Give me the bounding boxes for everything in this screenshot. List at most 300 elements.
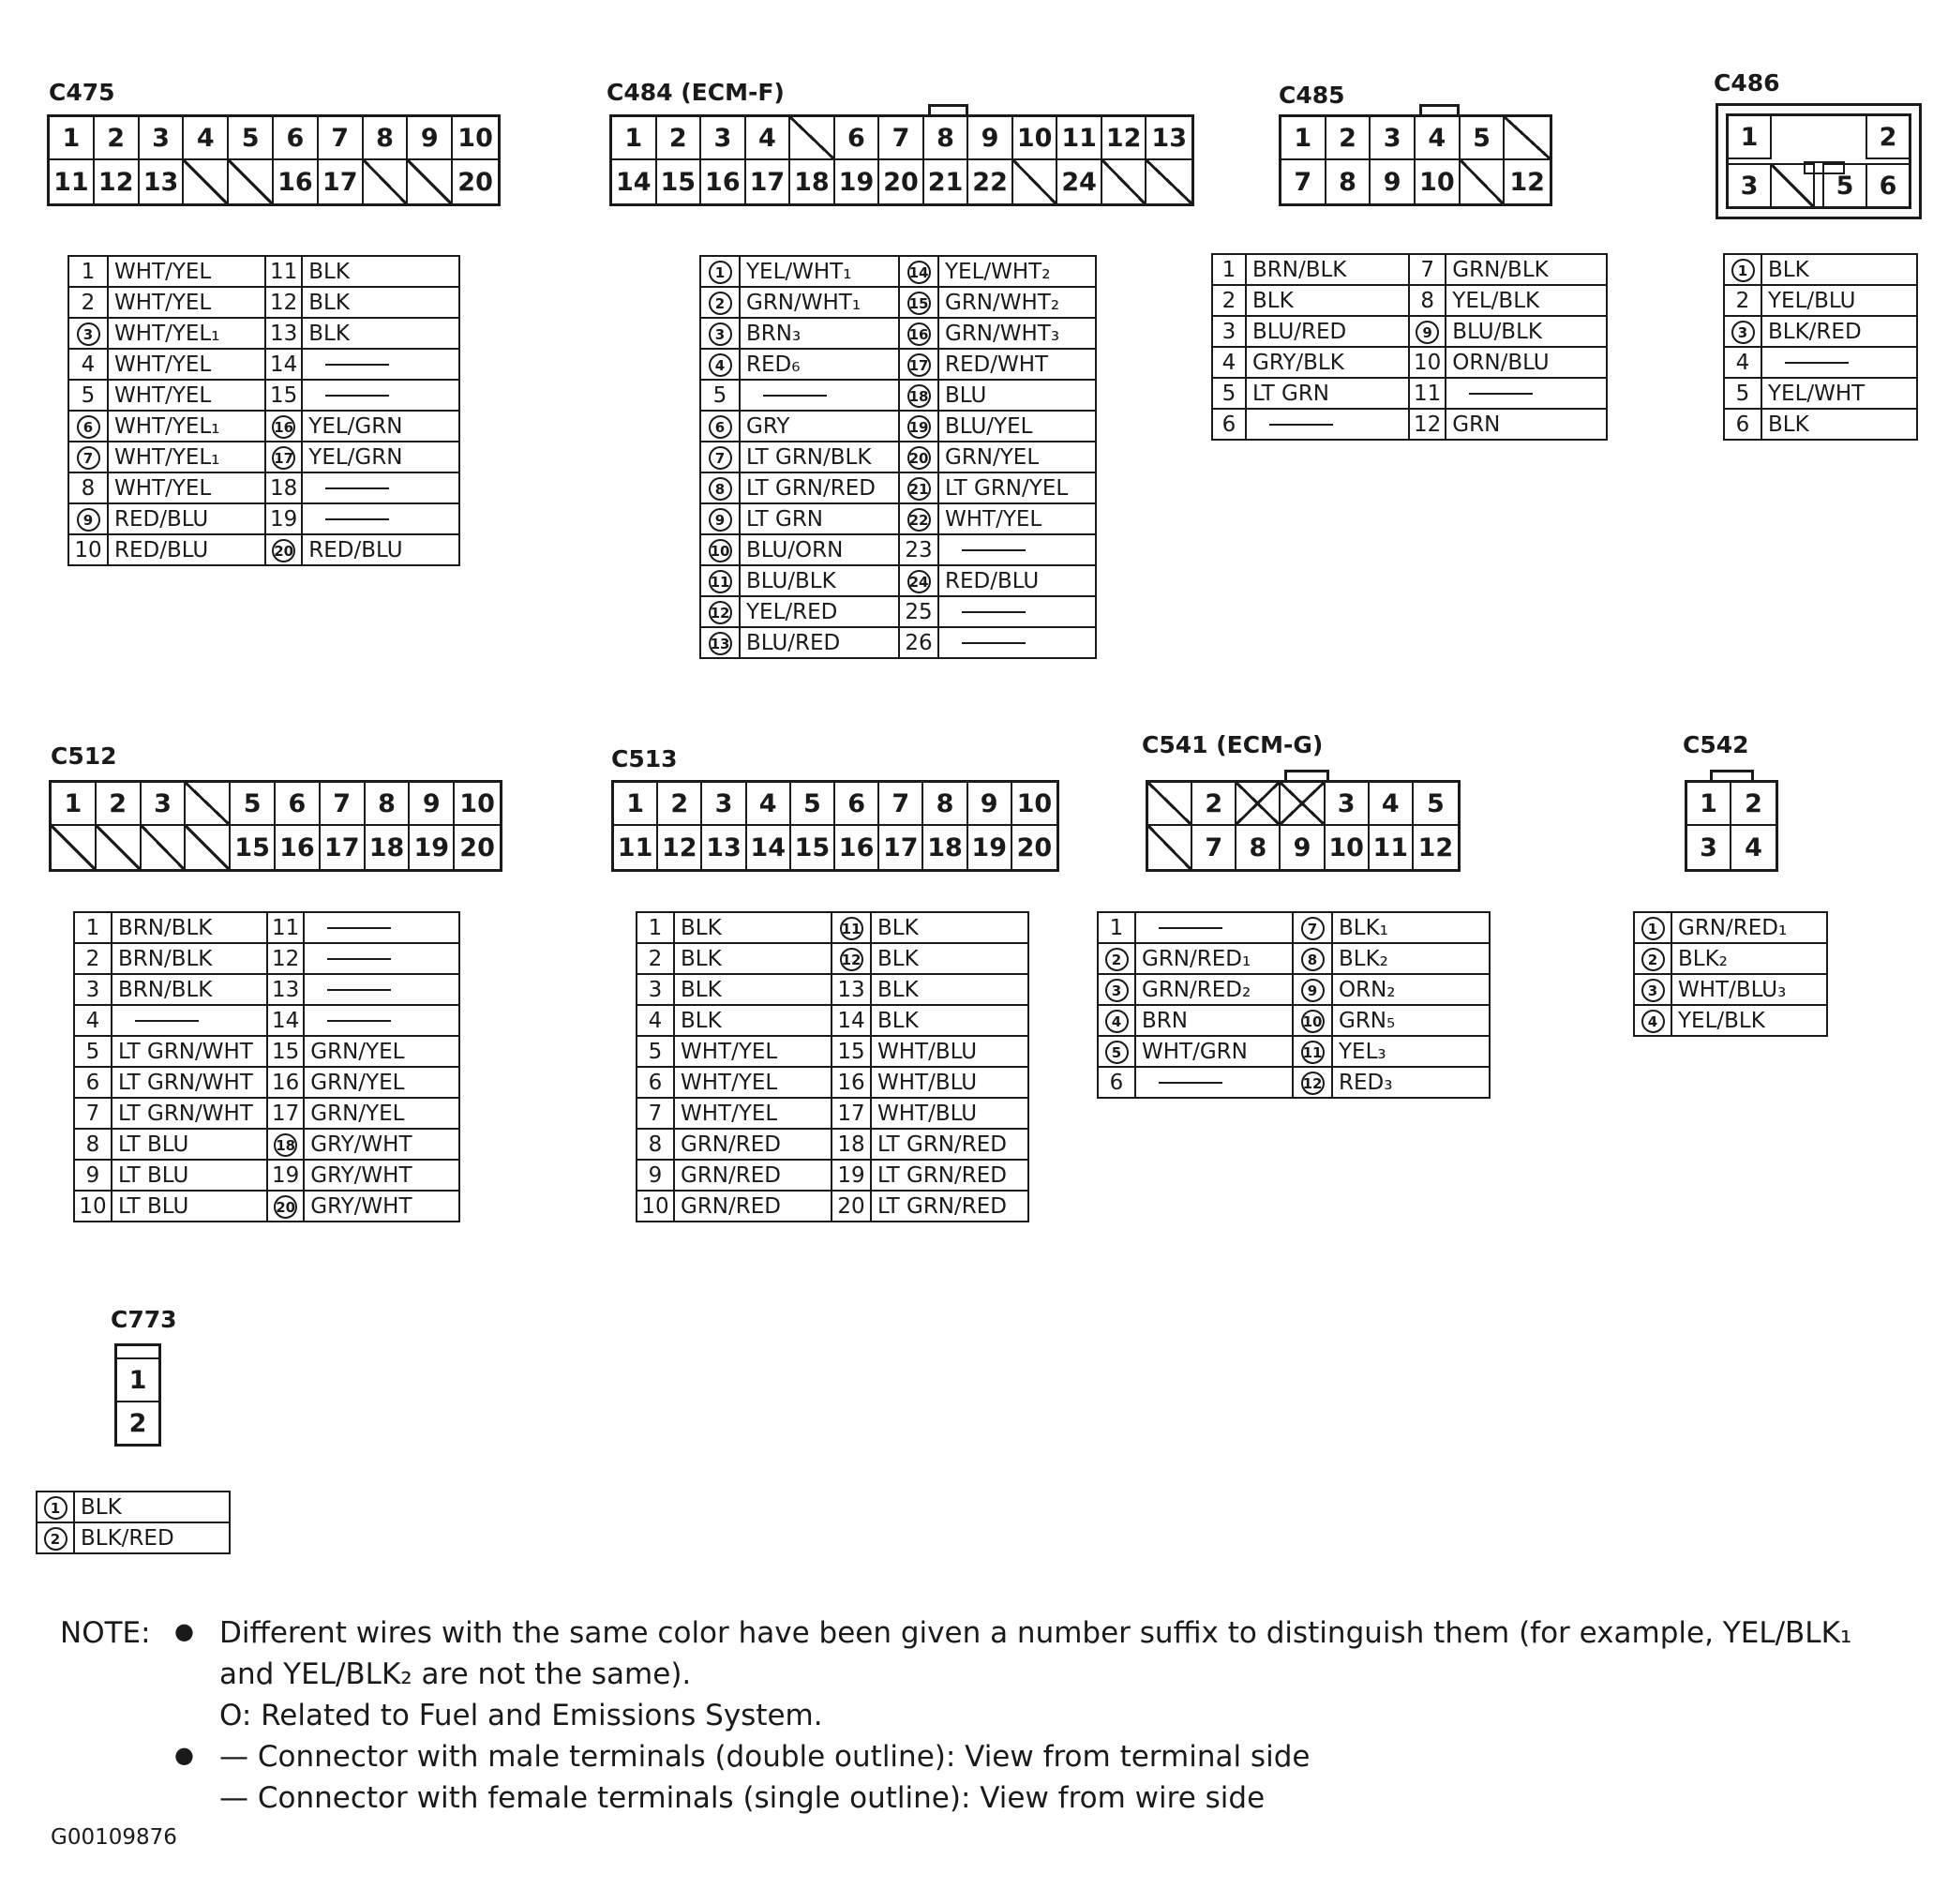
- cavity-10: 10: [1326, 826, 1370, 869]
- pin-row: [700, 411, 1096, 442]
- cavity-19: 19: [410, 826, 455, 869]
- cavity-8: 8: [1326, 160, 1371, 203]
- wire-color: BLK: [871, 943, 1028, 974]
- connector-face-c513: [611, 780, 1059, 872]
- unused-pin-dash: [325, 395, 389, 397]
- cavity-16: 16: [276, 826, 321, 869]
- pin-number: 2: [637, 943, 674, 974]
- pin-number: 22: [899, 503, 938, 534]
- wire-color: BLK: [674, 974, 832, 1005]
- pin-number: 12: [265, 287, 302, 318]
- cavity-10: 10: [1012, 783, 1056, 826]
- pin-row: [700, 472, 1096, 503]
- pin-row: [637, 1191, 1028, 1222]
- wire-color: GRN/YEL: [304, 1067, 459, 1098]
- pin-number: 19: [832, 1160, 871, 1191]
- pin-row: [637, 1129, 1028, 1160]
- wire-color: RED/WHT: [938, 349, 1096, 380]
- cavity-9: 9: [410, 783, 455, 826]
- pin-number: 4: [1212, 347, 1246, 378]
- wire-color: [1761, 347, 1917, 378]
- pin-row: [1724, 378, 1917, 409]
- cavity-11: 11: [1370, 826, 1414, 869]
- cavity-9: 9: [968, 117, 1013, 160]
- connector-face-c485: [1279, 114, 1552, 206]
- pin-number: 5: [1724, 378, 1761, 409]
- wire-color: YEL/GRN: [302, 411, 459, 442]
- pin-number: 4: [74, 1005, 112, 1036]
- wire-color: YEL/BLK: [1671, 1005, 1827, 1036]
- pin-table-c513: [636, 911, 1029, 1222]
- cavity-1: 1: [614, 783, 658, 826]
- cavity-5: 5: [229, 117, 274, 160]
- blank-cavity: [97, 826, 142, 869]
- pin-number: 16: [899, 318, 938, 349]
- wire-color: YEL₃: [1332, 1036, 1490, 1067]
- blank-cavity: [52, 826, 97, 869]
- pin-number: 9: [700, 503, 740, 534]
- cavity-5: 5: [231, 783, 276, 826]
- pin-number: 13: [265, 318, 302, 349]
- pin-number: 11: [1293, 1036, 1332, 1067]
- pin-number: 4: [700, 349, 740, 380]
- cavity-16: 16: [274, 160, 319, 203]
- wire-color: BLK: [74, 1492, 230, 1522]
- cavity-15: 15: [657, 160, 702, 203]
- pin-row: [1212, 254, 1607, 285]
- wire-color: WHT/YEL: [674, 1036, 832, 1067]
- wire-color: BLU/BLK: [740, 565, 899, 596]
- wire-color: LT GRN/RED: [871, 1191, 1028, 1222]
- pin-number: 1: [1098, 912, 1135, 943]
- pin-row: [1212, 378, 1607, 409]
- wire-color: BLK: [674, 912, 832, 943]
- wire-color: GRN/WHT₁: [740, 287, 899, 318]
- c486-pin-5: 5: [1822, 163, 1866, 206]
- pin-number: 21: [899, 472, 938, 503]
- note-bullet-2: ●: [174, 1742, 194, 1768]
- wire-color: YEL/RED: [740, 596, 899, 627]
- pin-row: [74, 1067, 459, 1098]
- wire-color: BLK: [871, 912, 1028, 943]
- pin-row: [74, 912, 459, 943]
- pin-number: 3: [68, 318, 108, 349]
- pin-table-c542: [1633, 911, 1828, 1037]
- wire-color: WHT/YEL₁: [108, 411, 265, 442]
- cavity-17: 17: [319, 160, 364, 203]
- cavity-19: 19: [835, 160, 880, 203]
- pin-row: [68, 287, 459, 318]
- pin-number: 8: [74, 1129, 112, 1160]
- cavity-14: 14: [612, 160, 657, 203]
- cavity-5: 5: [1461, 117, 1506, 160]
- unused-pin-dash: [135, 1020, 199, 1022]
- pin-number: 1: [37, 1492, 74, 1522]
- figure-code: G00109876: [51, 1825, 177, 1850]
- wire-color: [304, 974, 459, 1005]
- wire-color: GRN/RED₂: [1135, 974, 1293, 1005]
- wire-color: BRN₃: [740, 318, 899, 349]
- c486-pin-1: 1: [1729, 116, 1772, 159]
- pin-number: 15: [832, 1036, 871, 1067]
- cavity-12: 12: [1509, 167, 1545, 197]
- wire-color: WHT/YEL: [108, 349, 265, 380]
- cavity-8: 8: [364, 117, 409, 160]
- cavity-4: 4: [1370, 783, 1414, 826]
- cavity-11: 11: [614, 826, 658, 869]
- pin-number: 18: [832, 1129, 871, 1160]
- pin-number: 5: [68, 380, 108, 411]
- wire-color: RED/BLU: [302, 534, 459, 565]
- pin-number: 12: [1409, 409, 1446, 440]
- pin-row: [700, 287, 1096, 318]
- lock-tab: [1419, 104, 1460, 114]
- unused-pin-dash: [1159, 927, 1222, 929]
- blank-cavity: [184, 160, 229, 203]
- connector-title-c486: C486: [1714, 69, 1780, 97]
- wire-color: [740, 380, 899, 411]
- connector-face-c475: [47, 114, 501, 206]
- pin-number: 9: [68, 503, 108, 534]
- wire-color: BLK/RED: [74, 1522, 230, 1553]
- wire-color: LT GRN/RED: [871, 1129, 1028, 1160]
- pin-number: 2: [37, 1522, 74, 1553]
- pin-table-c541: [1097, 911, 1491, 1099]
- wire-color: [112, 1005, 267, 1036]
- connector-face-c486: [1716, 103, 1922, 219]
- pin-number: 2: [1212, 285, 1246, 316]
- pin-number: 3: [1634, 974, 1671, 1005]
- pin-row: [68, 256, 459, 287]
- cavity-7: 7: [321, 783, 366, 826]
- pin-number: 2: [74, 943, 112, 974]
- wire-color: YEL/WHT₂: [938, 256, 1096, 287]
- pin-number: 5: [700, 380, 740, 411]
- pin-row: [1098, 974, 1490, 1005]
- pin-row: [1212, 316, 1607, 347]
- wire-color: BLU/RED: [1246, 316, 1409, 347]
- wire-color: BLK: [871, 1005, 1028, 1036]
- wire-color: BLK: [674, 943, 832, 974]
- wire-color: GRN/WHT₃: [938, 318, 1096, 349]
- pin-number: 18: [899, 380, 938, 411]
- wire-color: BLK: [1761, 254, 1917, 285]
- pin-row: [74, 1036, 459, 1067]
- pin-number: 16: [265, 411, 302, 442]
- pin-number: 13: [832, 974, 871, 1005]
- cavity-10: 10: [1013, 117, 1058, 160]
- pin-number: 3: [1098, 974, 1135, 1005]
- connector-title-c773: C773: [111, 1306, 177, 1333]
- pin-number: 10: [74, 1191, 112, 1222]
- pin-number: 8: [700, 472, 740, 503]
- cavity-2: 2: [657, 117, 702, 160]
- pin-number: 7: [637, 1098, 674, 1129]
- wire-color: LT GRN/RED: [740, 472, 899, 503]
- wire-color: LT GRN: [740, 503, 899, 534]
- cavity-7: 7: [879, 117, 924, 160]
- pin-number: 16: [267, 1067, 304, 1098]
- pin-row: [1724, 285, 1917, 316]
- pin-number: 2: [68, 287, 108, 318]
- wire-color: [304, 943, 459, 974]
- pin-number: 8: [637, 1129, 674, 1160]
- wire-color: YEL/BLK: [1446, 285, 1607, 316]
- blank-cavity: [186, 826, 231, 869]
- pin-row: [1212, 285, 1607, 316]
- blocked-cavity: [1281, 783, 1325, 826]
- pin-number: 5: [1098, 1036, 1135, 1067]
- wire-color: GRY: [740, 411, 899, 442]
- cavity-17: 17: [879, 826, 923, 869]
- pin-row: [37, 1522, 230, 1553]
- cavity-6: 6: [276, 783, 321, 826]
- wire-color: BLK: [1761, 409, 1917, 440]
- unused-pin-dash: [325, 364, 389, 366]
- c773-pin-1: 1: [117, 1359, 158, 1402]
- cavity-6: 6: [835, 783, 879, 826]
- connector-face-c541: [1146, 780, 1461, 872]
- wire-color: BLK: [302, 287, 459, 318]
- wire-color: BLU/ORN: [740, 534, 899, 565]
- pin-number: 10: [1293, 1005, 1332, 1036]
- wire-color: [938, 534, 1096, 565]
- cavity-1: 1: [52, 783, 97, 826]
- pin-number: 20: [832, 1191, 871, 1222]
- wire-color: RED/BLU: [938, 565, 1096, 596]
- pin-row: [68, 534, 459, 565]
- pin-number: 2: [700, 287, 740, 318]
- pin-row: [1724, 409, 1917, 440]
- note-line-1: Different wires with the same color have been given a number suffix to distinguish them (for example, YEL/BLK₁: [219, 1616, 1852, 1650]
- pin-number: 5: [74, 1036, 112, 1067]
- wire-color: GRN/WHT₂: [938, 287, 1096, 318]
- wire-color: LT BLU: [112, 1160, 267, 1191]
- pin-table-c512: [73, 911, 460, 1222]
- pin-row: [1634, 912, 1827, 943]
- pin-row: [700, 596, 1096, 627]
- wire-color: LT GRN/BLK: [740, 442, 899, 472]
- wire-color: [304, 1005, 459, 1036]
- blank-cavity: [229, 160, 274, 203]
- wire-color: GRN/RED₁: [1135, 943, 1293, 974]
- wire-color: BLK: [674, 1005, 832, 1036]
- wire-color: BLK₂: [1332, 943, 1490, 974]
- wire-color: GRN/YEL: [304, 1036, 459, 1067]
- wire-color: YEL/BLU: [1761, 285, 1917, 316]
- pin-number: 1: [74, 912, 112, 943]
- connector-face-c512: [49, 780, 502, 872]
- pin-row: [68, 380, 459, 411]
- blank-cavity: [364, 160, 409, 203]
- pin-row: [74, 1098, 459, 1129]
- unused-pin-dash: [962, 549, 1026, 551]
- pin-row: [1724, 316, 1917, 347]
- pin-number: 7: [68, 442, 108, 472]
- cavity-3: 3: [1371, 117, 1416, 160]
- pin-row: [637, 943, 1028, 974]
- pin-number: 18: [265, 472, 302, 503]
- cavity-3: 3: [1687, 826, 1731, 869]
- pin-number: 13: [700, 627, 740, 658]
- pin-number: 3: [1212, 316, 1246, 347]
- wire-color: GRN/RED₁: [1671, 912, 1827, 943]
- unused-pin-dash: [962, 642, 1026, 644]
- pin-number: 7: [74, 1098, 112, 1129]
- c486-pin-3: 3: [1729, 163, 1772, 206]
- cavity-8: 8: [923, 783, 967, 826]
- pin-number: 4: [637, 1005, 674, 1036]
- cavity-3: 3: [1326, 783, 1370, 826]
- blank-cavity: [1505, 117, 1550, 160]
- pin-number: 19: [267, 1160, 304, 1191]
- pin-number: 9: [74, 1160, 112, 1191]
- cavity-1: 1: [50, 117, 95, 160]
- pin-number: 26: [899, 627, 938, 658]
- pin-number: 20: [899, 442, 938, 472]
- cavity-5: 5: [1414, 783, 1458, 826]
- pin-row: [74, 1129, 459, 1160]
- cavity-3: 3: [142, 783, 187, 826]
- wire-color: WHT/BLU₃: [1671, 974, 1827, 1005]
- pin-row: [74, 1005, 459, 1036]
- cavity-22: 22: [968, 160, 1013, 203]
- cavity-4: 4: [1745, 832, 1762, 862]
- cavity-12: 12: [1417, 832, 1454, 862]
- pin-number: 2: [1634, 943, 1671, 974]
- wire-color: BLK: [302, 256, 459, 287]
- wire-color: BLK/RED: [1761, 316, 1917, 347]
- pin-number: 6: [637, 1067, 674, 1098]
- blank-cavity: [408, 160, 453, 203]
- wire-color: BLK: [302, 318, 459, 349]
- pin-number: 14: [265, 349, 302, 380]
- unused-pin-dash: [1469, 393, 1533, 395]
- pin-number: 17: [267, 1098, 304, 1129]
- c486-pin-6: 6: [1866, 163, 1909, 206]
- cavity-20: 20: [459, 832, 495, 862]
- note-line-3: O: Related to Fuel and Emissions System.: [219, 1699, 823, 1732]
- wire-color: LT GRN/WHT: [112, 1067, 267, 1098]
- wire-color: RED₃: [1332, 1067, 1490, 1098]
- cavity-4: 4: [746, 117, 791, 160]
- wire-color: WHT/YEL₁: [108, 442, 265, 472]
- pin-number: 8: [1293, 943, 1332, 974]
- pin-number: 23: [899, 534, 938, 565]
- pin-number: 18: [267, 1129, 304, 1160]
- pin-number: 1: [1212, 254, 1246, 285]
- lock-tab: [1710, 770, 1754, 780]
- pin-number: 20: [265, 534, 302, 565]
- pin-row: [1098, 1067, 1490, 1098]
- pin-row: [700, 442, 1096, 472]
- c773-pin-2: 2: [128, 1408, 147, 1438]
- wire-color: WHT/YEL: [108, 287, 265, 318]
- pin-number: 6: [68, 411, 108, 442]
- pin-number: 6: [1724, 409, 1761, 440]
- note-label: NOTE:: [60, 1616, 151, 1650]
- wire-color: BRN/BLK: [112, 943, 267, 974]
- wire-color: GRY/BLK: [1246, 347, 1409, 378]
- pin-number: 19: [265, 503, 302, 534]
- cavity-8: 8: [366, 783, 411, 826]
- pin-number: 12: [700, 596, 740, 627]
- wire-color: BLU/BLK: [1446, 316, 1607, 347]
- unused-pin-dash: [1159, 1082, 1222, 1084]
- pin-row: [37, 1492, 230, 1522]
- wire-color: BLK: [871, 974, 1028, 1005]
- blank-cavity: [790, 117, 835, 160]
- cavity-19: 19: [968, 826, 1012, 869]
- blank-cavity: [1148, 783, 1192, 826]
- connector-title-c485: C485: [1279, 82, 1345, 109]
- pin-number: 19: [899, 411, 938, 442]
- cavity-4: 4: [184, 117, 229, 160]
- cavity-2: 2: [97, 783, 142, 826]
- pin-number: 7: [1293, 912, 1332, 943]
- connector-title-c541: C541 (ECM-G): [1142, 731, 1324, 758]
- pin-number: 7: [1409, 254, 1446, 285]
- pin-number: 1: [637, 912, 674, 943]
- pin-number: 8: [1409, 285, 1446, 316]
- wire-color: YEL/GRN: [302, 442, 459, 472]
- pin-row: [1098, 943, 1490, 974]
- connector-title-c475: C475: [49, 79, 115, 106]
- pin-number: 12: [832, 943, 871, 974]
- connector-face-c484: [609, 114, 1194, 206]
- connector-face-c542: [1685, 780, 1778, 872]
- pin-number: 25: [899, 596, 938, 627]
- wire-color: LT GRN/WHT: [112, 1036, 267, 1067]
- cavity-12: 12: [1102, 117, 1147, 160]
- pin-row: [1634, 1005, 1827, 1036]
- pin-number: 1: [1724, 254, 1761, 285]
- cavity-3: 3: [701, 117, 746, 160]
- wire-color: [304, 912, 459, 943]
- pin-row: [637, 974, 1028, 1005]
- c486-pin-2: 2: [1866, 116, 1909, 159]
- pin-number: 1: [1634, 912, 1671, 943]
- wire-color: WHT/GRN: [1135, 1036, 1293, 1067]
- cavity-15: 15: [791, 826, 835, 869]
- cavity-10: 10: [453, 117, 498, 160]
- wire-color: [938, 627, 1096, 658]
- wire-color: [302, 503, 459, 534]
- pin-row: [1634, 974, 1827, 1005]
- wire-color: GRN/RED: [674, 1191, 832, 1222]
- pin-row: [1098, 1036, 1490, 1067]
- cavity-16: 16: [701, 160, 746, 203]
- cavity-4: 4: [1416, 117, 1461, 160]
- cavity-9: 9: [968, 783, 1012, 826]
- wire-color: WHT/YEL: [108, 472, 265, 503]
- wire-color: WHT/YEL₁: [108, 318, 265, 349]
- pin-number: 20: [267, 1191, 304, 1222]
- wire-color: LT GRN: [1246, 378, 1409, 409]
- cavity-16: 16: [835, 826, 879, 869]
- unused-pin-dash: [1785, 362, 1849, 364]
- pin-row: [74, 1160, 459, 1191]
- pin-number: 10: [68, 534, 108, 565]
- wire-color: GRN/RED: [674, 1160, 832, 1191]
- pin-number: 12: [1293, 1067, 1332, 1098]
- blank-cavity: [1102, 160, 1147, 203]
- wire-color: YEL/WHT: [1761, 378, 1917, 409]
- pin-number: 10: [700, 534, 740, 565]
- wire-color: WHT/YEL: [108, 380, 265, 411]
- connector-face-c773: [114, 1343, 161, 1447]
- cavity-7: 7: [319, 117, 364, 160]
